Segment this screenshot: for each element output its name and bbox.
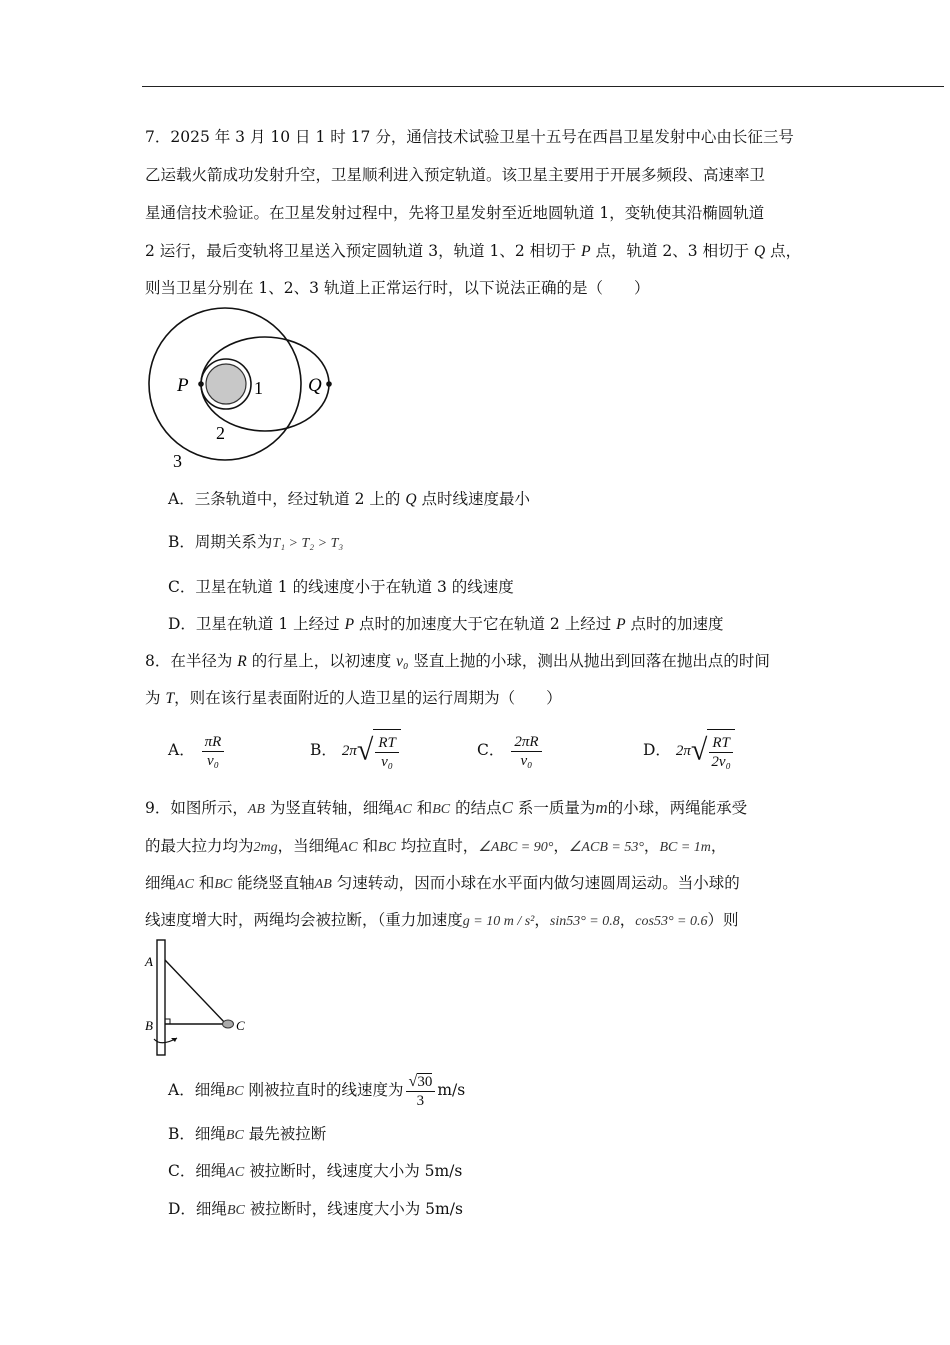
label-q: Q bbox=[308, 375, 322, 396]
vertical-axis bbox=[157, 940, 165, 1055]
header-rule bbox=[142, 86, 944, 87]
q9-line1: 9．如图所示，AB 为竖直转轴，细绳AC 和BC 的结点C 系一质量为m的小球，两绳能承受 bbox=[145, 798, 748, 817]
q9-a-fraction: $\frac{√30}{3}$ bbox=[406, 1073, 436, 1110]
q9-line4: 线速度增大时，两绳均会被拉断，（重力加速度g = 10 m / s²，sin53° = 0.8，cos53° = 0.6）则 bbox=[145, 911, 739, 929]
label-b: B bbox=[145, 1018, 153, 1033]
q7-line2: 乙运载火箭成功发射升空，卫星顺利进入预定轨道。该卫星主要用于开展多频段、高速率卫 bbox=[145, 166, 766, 184]
point-p-dot bbox=[198, 381, 204, 387]
q8-b-sqrt: √ $\frac{RT}{\text{v₀}}$ bbox=[357, 728, 401, 773]
q7-line4: 2 运行，最后变轨将卫星送入预定圆轨道 3，轨道 1、2 相切于 P 点，轨道 2、3 相切于 Q 点， bbox=[145, 242, 802, 260]
q8-c-fraction: $\frac{2\pi R}{\text{v₀}}$ bbox=[511, 733, 541, 770]
label-c: C bbox=[236, 1018, 245, 1033]
rotation-diagram bbox=[140, 935, 260, 1060]
label-3: 3 bbox=[173, 451, 182, 471]
q8-line1: 8．在半径为 R 的行星上，以初速度 v₀ 竖直上抛的小球，测出从抛出到回落在抛出点的时间 bbox=[145, 652, 770, 670]
q7-line3: 星通信技术验证。在卫星发射过程中，先将卫星发射至近地圆轨道 1，变轨使其沿椭圆轨道 bbox=[145, 204, 765, 222]
q8-option-c: C． $\frac{2\pi R}{\text{v₀}}$ bbox=[477, 728, 544, 772]
rope-ac bbox=[165, 960, 226, 1024]
ball bbox=[223, 1020, 234, 1028]
q9-option-b: B．细绳BC 最先被拉断 bbox=[168, 1125, 327, 1143]
q7-line5: 则当卫星分别在 1、2、3 轨道上正常运行时，以下说法正确的是（ ） bbox=[145, 279, 650, 297]
q7-option-b: B．周期关系为T₁ > T₂ > T₃ bbox=[168, 533, 344, 551]
q7-option-d: D．卫星在轨道 1 上经过 P 点时的加速度大于它在轨道 2 上经过 P 点时的加速度 bbox=[168, 615, 724, 633]
planet bbox=[206, 364, 246, 404]
q8-option-a: A． $\frac{\pi R}{\text{v₀}}$ bbox=[168, 728, 226, 772]
q8-option-b: B． 2π√ $\frac{RT}{\text{v₀}}$ bbox=[310, 728, 401, 774]
q8-a-fraction: $\frac{\pi R}{\text{v₀}}$ bbox=[202, 733, 225, 770]
label-2: 2 bbox=[216, 423, 225, 443]
point-q-dot bbox=[326, 381, 332, 387]
q9-line2: 的最大拉力均为2mg，当细绳AC 和BC 均拉直时，∠ABC = 90°，∠ACB = 53°，BC = 1m， bbox=[145, 837, 727, 855]
q9-option-d: D．细绳BC 被拉断时，线速度大小为 5m/s bbox=[168, 1200, 463, 1218]
label-a: A bbox=[145, 954, 153, 969]
q9-option-c: C．细绳AC 被拉断时，线速度大小为 5m/s bbox=[168, 1162, 463, 1180]
q8-d-sqrt: √ $\frac{RT}{\text{2v₀}}$ bbox=[691, 728, 735, 773]
q8-line2: 为 T，则在该行星表面附近的人造卫星的运行周期为（ ） bbox=[145, 689, 562, 707]
q7-line1: 7．2025 年 3 月 10 日 1 时 17 分，通信技术试验卫星十五号在西昌卫星发射中心由长征三号 bbox=[145, 128, 794, 146]
label-1: 1 bbox=[254, 378, 263, 398]
q9-line3: 细绳AC 和BC 能绕竖直轴AB 匀速转动，因而小球在水平面内做匀速圆周运动。当小球的 bbox=[145, 874, 740, 892]
label-p: P bbox=[177, 375, 189, 396]
right-angle-mark bbox=[165, 1019, 170, 1024]
orbit-diagram bbox=[140, 305, 340, 475]
q8-option-d: D． 2π√ $\frac{RT}{\text{2v₀}}$ bbox=[643, 728, 735, 774]
q9-option-a: A．细绳BC 刚被拉直时的线速度为 $\frac{√30}{3}$ m/s bbox=[168, 1072, 466, 1109]
q7-option-a: A．三条轨道中，经过轨道 2 上的 Q 点时线速度最小 bbox=[168, 490, 530, 508]
q7-option-c: C．卫星在轨道 1 的线速度小于在轨道 3 的线速度 bbox=[168, 578, 514, 596]
